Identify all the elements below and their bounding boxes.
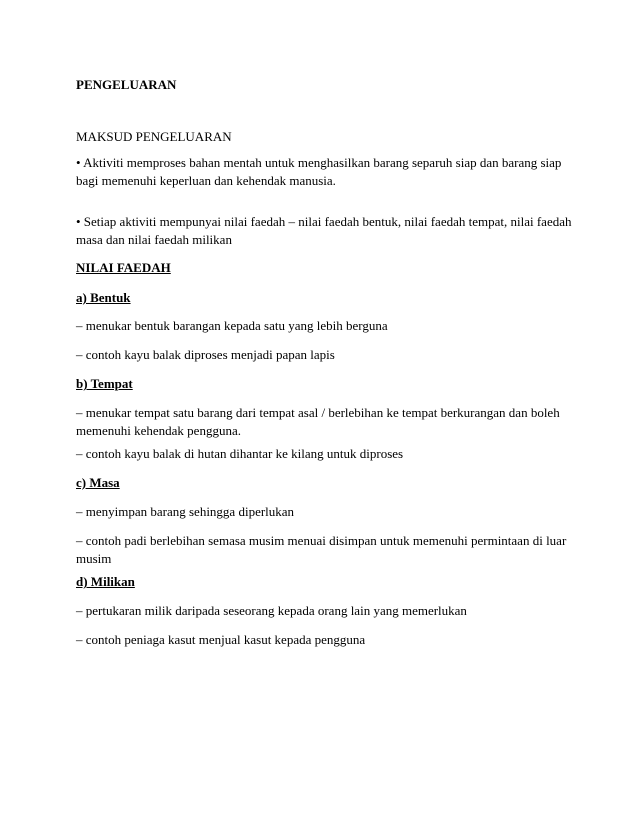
bentuk-description: – menukar bentuk barangan kepada satu yang lebih berguna bbox=[76, 318, 388, 333]
bentuk-example: – contoh kayu balak diproses menjadi papan lapis bbox=[76, 347, 335, 362]
tempat-description-line-1: – menukar tempat satu barang dari tempat asal / berlebihan ke tempat berkurangan dan boleh bbox=[76, 405, 560, 420]
heading-bentuk: a) Bentuk bbox=[76, 290, 131, 305]
section-heading-nilai-faedah: NILAI FAEDAH bbox=[76, 260, 171, 275]
definition-heading: MAKSUD PENGELUARAN bbox=[76, 129, 232, 144]
milikan-example: – contoh peniaga kasut menjual kasut kepada pengguna bbox=[76, 632, 366, 647]
tempat-description-line-2: memenuhi kehendak pengguna. bbox=[76, 423, 241, 438]
heading-masa: c) Masa bbox=[76, 475, 120, 490]
bullet-2-line-2: masa dan nilai faedah milikan bbox=[76, 232, 232, 247]
bullet-2-line-1: • Setiap aktiviti mempunyai nilai faedah – nilai faedah bentuk, nilai faedah tempat, nilai faedah bbox=[76, 214, 572, 229]
bullet-1-line-1: • Aktiviti memproses bahan mentah untuk menghasilkan barang separuh siap dan barang siap bbox=[76, 155, 562, 170]
bullet-1-line-2: bagi memenuhi keperluan dan kehendak manusia. bbox=[76, 173, 336, 188]
bullet-utility-types bbox=[76, 213, 572, 249]
tempat-description bbox=[76, 404, 566, 440]
masa-example bbox=[76, 532, 566, 568]
milikan-description: – pertukaran milik daripada seseorang kepada orang lain yang memerlukan bbox=[76, 603, 467, 618]
heading-milikan: d) Milikan bbox=[76, 574, 135, 589]
masa-description: – menyimpan barang sehingga diperlukan bbox=[76, 504, 295, 519]
masa-example-line-1: – contoh padi berlebihan semasa musim menuai disimpan untuk memenuhi permintaan di luar bbox=[76, 533, 567, 548]
bullet-activity-definition bbox=[76, 154, 566, 190]
tempat-example: – contoh kayu balak di hutan dihantar ke kilang untuk diproses bbox=[76, 446, 404, 461]
document-title: PENGELUARAN bbox=[76, 77, 177, 92]
masa-example-line-2: musim bbox=[76, 551, 112, 566]
heading-tempat: b) Tempat bbox=[76, 376, 133, 391]
